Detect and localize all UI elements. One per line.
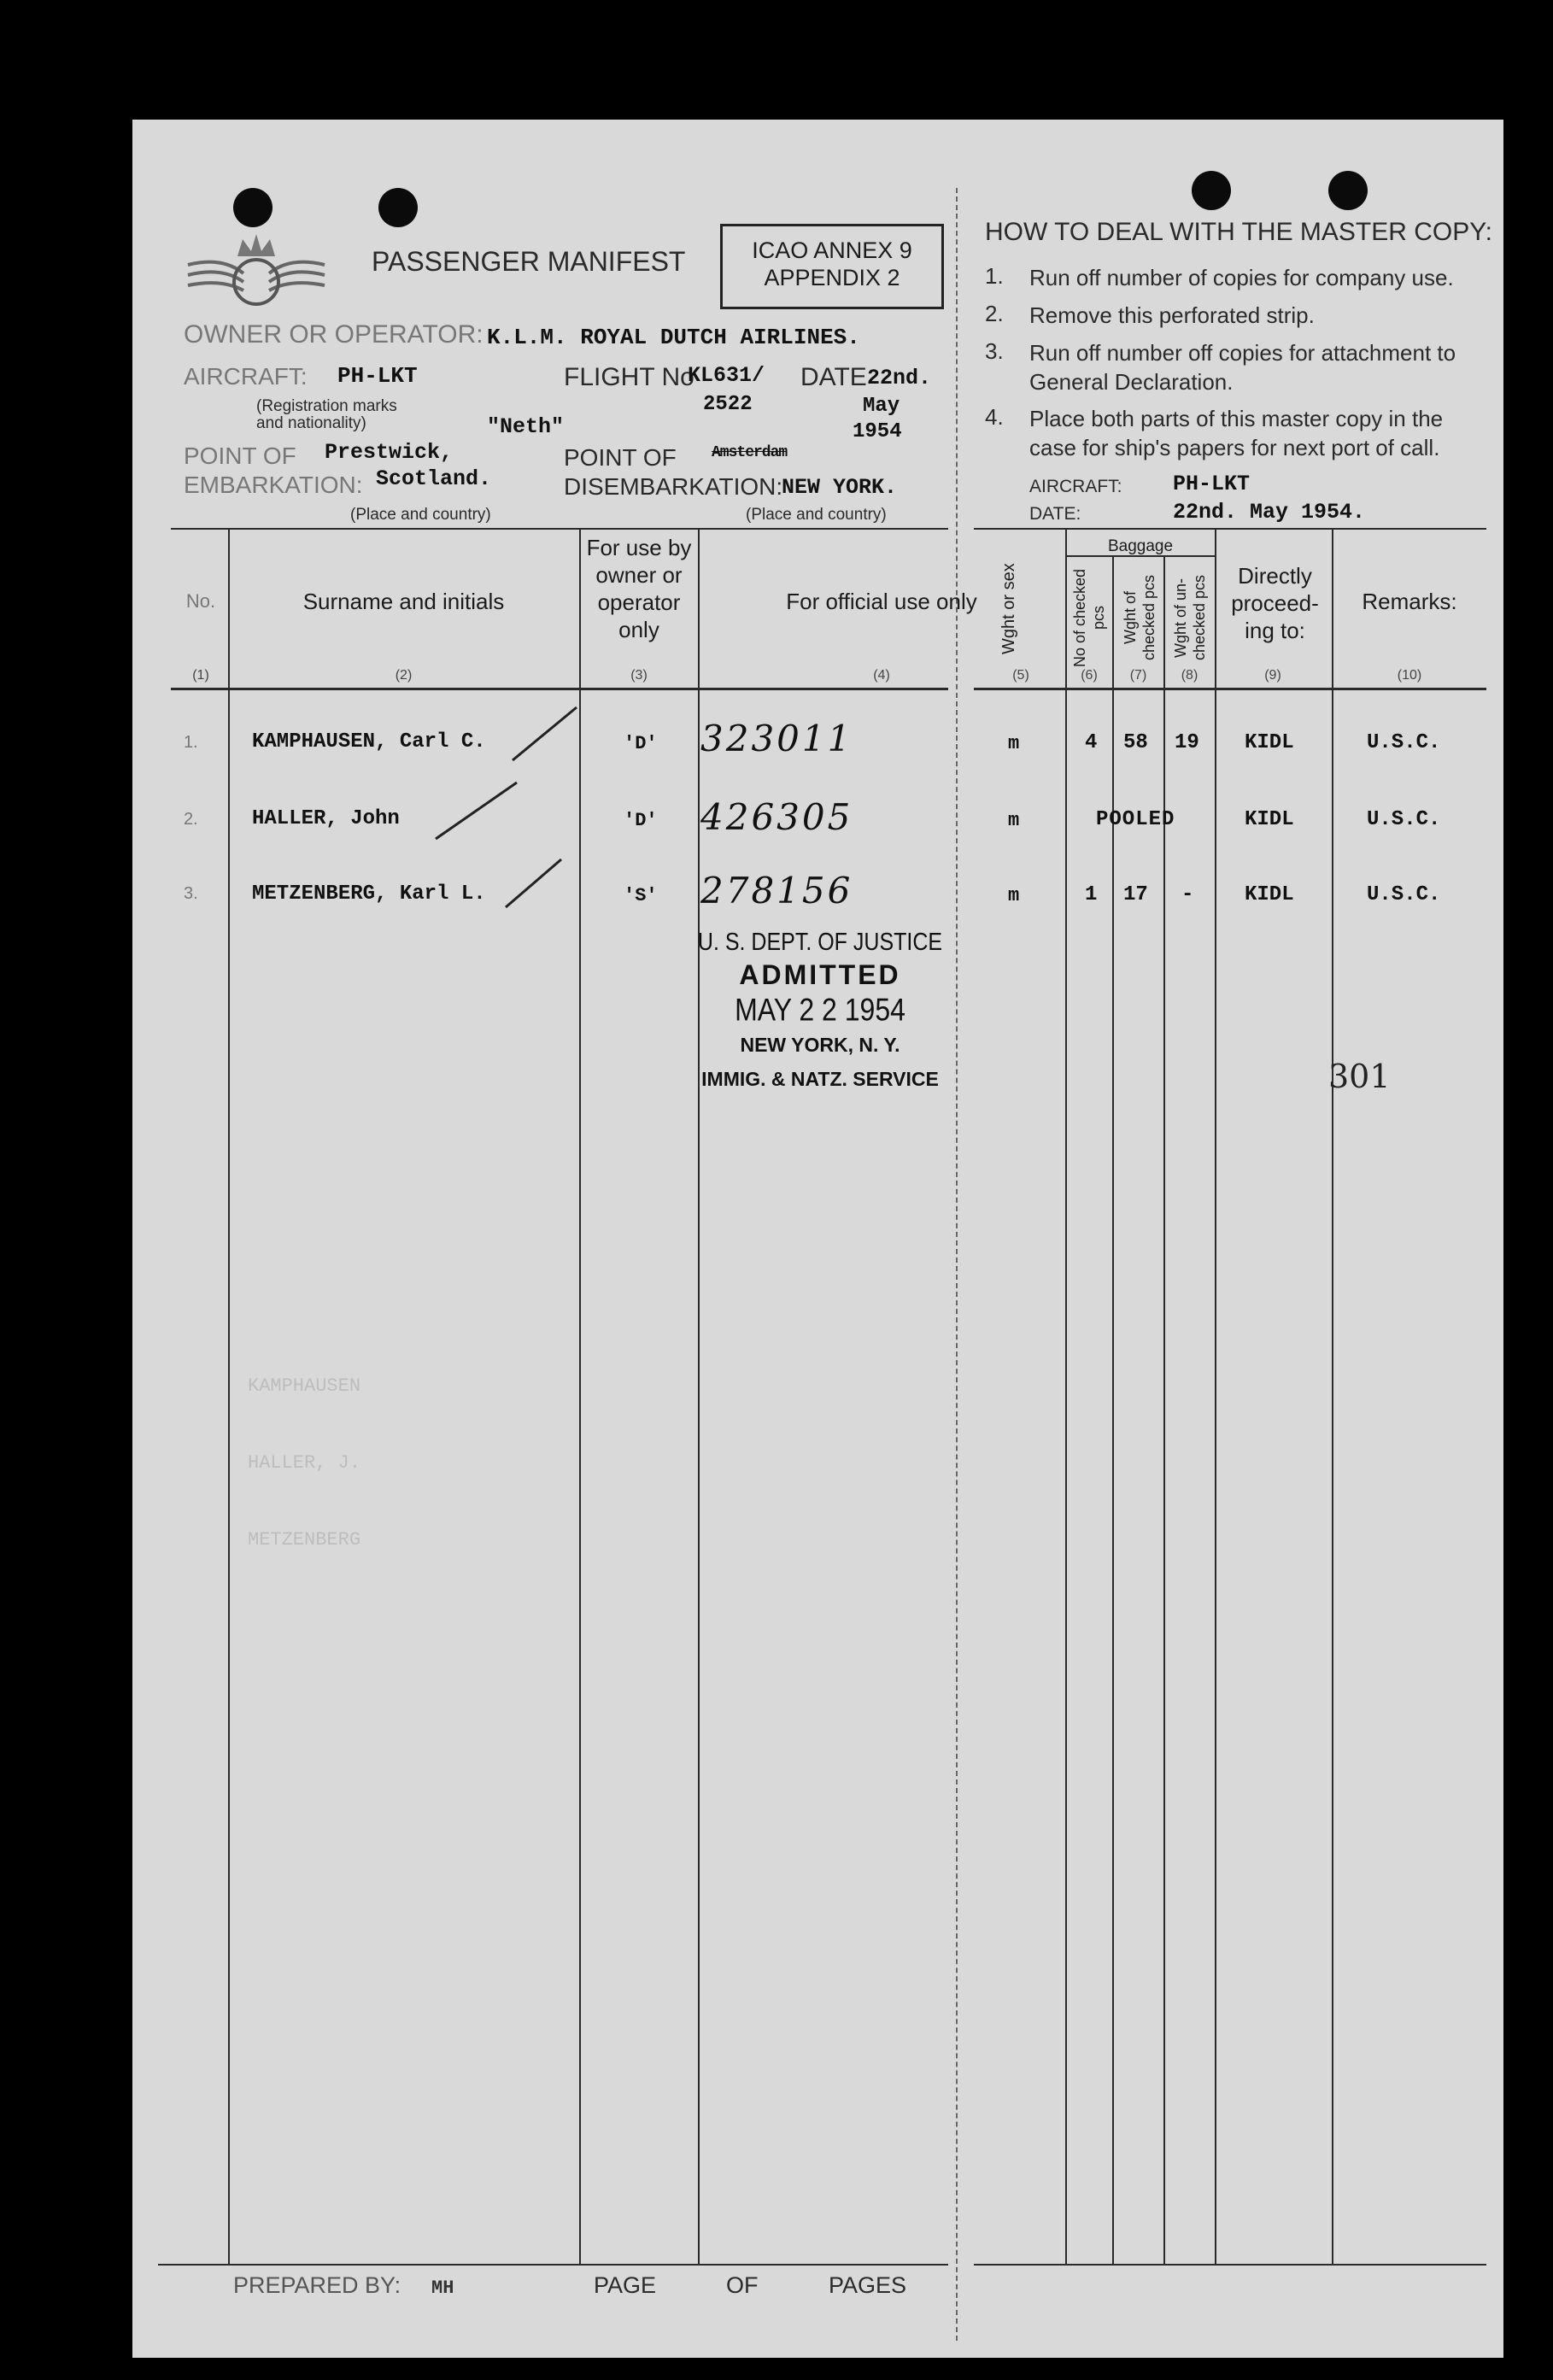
- header-bottom-rule: [171, 688, 948, 690]
- owner-use-code: 'D': [624, 733, 658, 754]
- manifest-sheet: [132, 120, 1503, 2358]
- footer-rule: [158, 2264, 948, 2266]
- column-number: (4): [873, 668, 890, 683]
- punch-hole: [378, 188, 418, 227]
- owner-value: K.L.M. ROYAL DUTCH AIRLINES.: [487, 325, 860, 350]
- embark-value-2: Scotland.: [376, 466, 492, 491]
- column-header-no: No.: [185, 590, 216, 612]
- icao-box: [720, 224, 944, 309]
- column-header-surname: Surname and initials: [302, 589, 505, 614]
- column-number: (5): [1012, 668, 1029, 683]
- instruction-text: Run off number of copies for company use.: [1029, 265, 1454, 290]
- weight-sex: m: [1008, 733, 1020, 754]
- instructions-aircraft-value: PH-LKT: [1173, 472, 1251, 496]
- passenger-name: METZENBERG, Karl L.: [252, 882, 486, 906]
- instruction-text: Remove this perforated strip.: [1029, 302, 1315, 328]
- instruction-num: 1.: [985, 263, 1004, 289]
- column-header-baggage: Baggage: [1107, 537, 1174, 555]
- place-country-1: (Place and country): [350, 506, 491, 524]
- checkmark-icon: [431, 777, 525, 846]
- header-bottom-rule: [974, 688, 1486, 690]
- instructions-date-label: DATE:: [1029, 504, 1081, 524]
- owner-use-code: 'D': [624, 810, 658, 831]
- column-number: (9): [1264, 668, 1281, 683]
- admitted-stamp: [679, 927, 961, 1096]
- weight-sex: m: [1008, 885, 1020, 906]
- disembark-label-2: DISEMBARKATION:: [564, 473, 783, 500]
- instruction-num: 3.: [985, 338, 1004, 364]
- flight-label: FLIGHT No: [564, 363, 694, 391]
- date-value-2: May: [863, 395, 900, 418]
- unchecked-weight: 19: [1175, 731, 1199, 754]
- nationality-value: "Neth": [487, 414, 565, 439]
- icao-line-1: ICAO ANNEX 9: [752, 237, 912, 263]
- instruction-num: 2.: [985, 301, 1004, 326]
- stamp-line-5: IMMIG. & NATZ. SERVICE: [701, 1068, 939, 1090]
- instruction-num: 4.: [985, 404, 1004, 430]
- flight-value: KL631/: [688, 363, 765, 388]
- disembark-value: NEW YORK.: [782, 475, 898, 500]
- official-number: 426305: [700, 796, 853, 838]
- checkmark-icon: [508, 701, 585, 769]
- checked-weight: 17: [1123, 883, 1148, 906]
- remark-number: 301: [1328, 1058, 1391, 1095]
- instruction-text: Place both parts of this master copy in the case for ship's papers for next port of call.: [1029, 406, 1444, 460]
- column-header-official: For official use only: [786, 589, 977, 614]
- prepared-by-value: MH: [431, 2277, 454, 2299]
- row-number: 1.: [184, 733, 198, 752]
- destination: KIDL: [1245, 731, 1294, 754]
- weight-sex: m: [1008, 810, 1020, 831]
- owner-use-code: 'S': [624, 885, 658, 906]
- instruction-text: Run off number off copies for attachment to General Declaration.: [1029, 340, 1456, 395]
- official-number: 278156: [700, 870, 853, 912]
- remarks: U.S.C.: [1367, 883, 1441, 906]
- disembark-struck-value: Amsterdam: [712, 444, 788, 461]
- stamp-line-1: U. S. DEPT. OF JUSTICE: [697, 928, 943, 957]
- column-number: (1): [192, 668, 209, 683]
- form-title: PASSENGER MANIFEST: [372, 246, 686, 277]
- remarks: U.S.C.: [1367, 808, 1441, 831]
- row-number: 2.: [184, 810, 198, 829]
- owner-label: OWNER OR OPERATOR:: [184, 320, 483, 349]
- checked-pcs: 1: [1085, 883, 1098, 906]
- column-number: (10): [1397, 668, 1422, 683]
- column-header-unchecked-wght: Wght of un-checked pcs: [1172, 574, 1208, 661]
- punch-hole: [1328, 171, 1368, 210]
- disembark-label-1: POINT OF: [564, 444, 677, 471]
- date-value-3: 1954: [853, 420, 902, 443]
- remarks: U.S.C.: [1367, 731, 1441, 754]
- column-number: (8): [1181, 668, 1198, 683]
- instructions-aircraft-label: AIRCRAFT:: [1029, 477, 1122, 496]
- icao-line-2: APPENDIX 2: [764, 265, 900, 290]
- official-number: 323011: [700, 718, 853, 759]
- stamp-line-4: NEW YORK, N. Y.: [740, 1034, 900, 1056]
- punch-hole: [1192, 171, 1231, 210]
- column-rule: [1332, 528, 1333, 2264]
- pages-label: PAGES: [829, 2272, 907, 2298]
- ghost-name: METZENBERG: [248, 1529, 361, 1551]
- column-rule: [1215, 528, 1216, 2264]
- column-header-remarks: Remarks:: [1362, 589, 1457, 614]
- perforation-line: [956, 188, 958, 2341]
- instructions-date-value: 22nd. May 1954.: [1173, 500, 1366, 525]
- embark-value-1: Prestwick,: [325, 440, 454, 465]
- row-number: 3.: [184, 884, 198, 903]
- column-rule: [579, 528, 581, 2264]
- page-label: PAGE: [594, 2272, 657, 2298]
- table-top-rule: [974, 528, 1486, 530]
- aircraft-value: PH-LKT: [337, 363, 418, 389]
- registration-note-1: (Registration marks: [256, 397, 397, 415]
- baggage-pooled: POOLED: [1096, 808, 1175, 831]
- ghost-name: HALLER, J.: [248, 1452, 361, 1474]
- column-rule: [698, 528, 700, 2264]
- embark-label-2: EMBARKATION:: [184, 472, 363, 498]
- flight-value-2: 2522: [703, 393, 753, 416]
- date-label: DATE: [800, 363, 867, 391]
- column-number: (2): [395, 668, 413, 683]
- passenger-name: KAMPHAUSEN, Carl C.: [252, 730, 486, 753]
- table-top-rule: [171, 528, 948, 530]
- footer-rule: [974, 2264, 1486, 2266]
- column-number: (7): [1129, 668, 1147, 683]
- checked-weight: 58: [1123, 731, 1148, 754]
- destination: KIDL: [1245, 883, 1294, 906]
- column-rule: [228, 528, 230, 2264]
- date-value: 22nd.: [867, 366, 932, 390]
- column-number: (3): [630, 668, 648, 683]
- klm-crown-logo-icon: [179, 222, 333, 316]
- prepared-by-label: PREPARED BY:: [233, 2272, 401, 2298]
- column-header-checked-wght: Wght of checked pcs: [1122, 574, 1157, 661]
- passenger-name: HALLER, John: [252, 807, 400, 830]
- column-header-directly: Directly proceed-ing to:: [1231, 563, 1319, 643]
- registration-note-2: and nationality): [256, 414, 366, 432]
- column-header-owner-use: For use by owner or operator only: [586, 535, 692, 642]
- destination: KIDL: [1245, 808, 1294, 831]
- place-country-2: (Place and country): [746, 506, 887, 524]
- ghost-name: KAMPHAUSEN: [248, 1375, 361, 1397]
- unchecked-weight: -: [1181, 883, 1194, 906]
- embark-label-1: POINT OF: [184, 443, 296, 469]
- aircraft-label: AIRCRAFT:: [184, 363, 308, 390]
- instructions-title: HOW TO DEAL WITH THE MASTER COPY:: [985, 218, 1492, 246]
- column-header-weight-sex: Wght or sex: [999, 563, 1018, 654]
- column-number: (6): [1081, 668, 1098, 683]
- stamp-line-2: ADMITTED: [739, 959, 901, 990]
- column-rule: [1065, 528, 1067, 2264]
- checkmark-icon: [501, 854, 570, 914]
- of-label: OF: [726, 2272, 759, 2298]
- checked-pcs: 4: [1085, 731, 1098, 754]
- column-header-checked-pcs: No of checked pcs: [1071, 568, 1107, 667]
- stamp-line-3: MAY 2 2 1954: [735, 992, 905, 1028]
